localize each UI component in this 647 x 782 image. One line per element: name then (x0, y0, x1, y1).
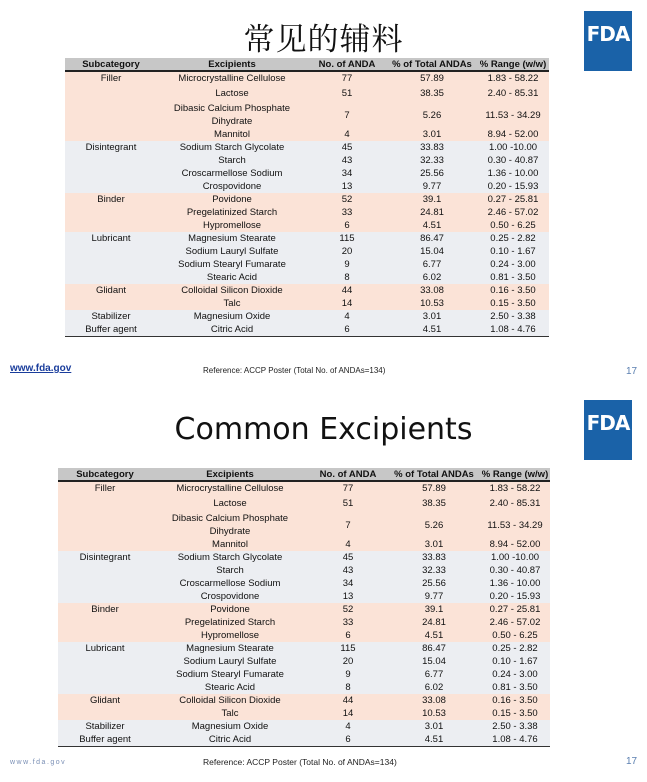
table-row (58, 577, 550, 590)
table-row (65, 206, 549, 219)
table-row (58, 538, 550, 551)
range-cell: 0.15 - 3.50 (477, 297, 549, 310)
excipient-cell: Magnesium Stearate (152, 642, 308, 655)
table-row (65, 154, 549, 167)
excipients-table (58, 468, 550, 747)
excipient-cell: Lactose (152, 495, 308, 512)
table-row (65, 71, 549, 85)
table-row (65, 85, 549, 102)
percent-total-cell: 6.02 (388, 681, 480, 694)
anda-count-cell: 77 (307, 71, 387, 85)
column-header: Excipients (157, 58, 307, 71)
percent-total-cell: 24.81 (388, 616, 480, 629)
anda-count-cell: 33 (307, 206, 387, 219)
percent-total-cell: 4.51 (388, 629, 480, 642)
anda-count-cell: 51 (308, 495, 388, 512)
excipient-cell: Mannitol (157, 128, 307, 141)
percent-total-cell: 15.04 (388, 655, 480, 668)
excipient-cell: Citric Acid (157, 323, 307, 337)
percent-total-cell: 25.56 (388, 577, 480, 590)
subcategory-cell (65, 297, 157, 310)
range-cell: 0.25 - 2.82 (477, 232, 549, 245)
anda-count-cell: 8 (307, 271, 387, 284)
subcategory-cell: Binder (58, 603, 152, 616)
table-row (65, 284, 549, 297)
percent-total-cell: 24.81 (387, 206, 477, 219)
excipient-cell: Croscarmellose Sodium (152, 577, 308, 590)
percent-total-cell: 38.35 (388, 495, 480, 512)
anda-count-cell: 44 (308, 694, 388, 707)
subcategory-cell (65, 271, 157, 284)
range-cell: 8.94 - 52.00 (480, 538, 550, 551)
excipient-cell: Sodium Stearyl Fumarate (157, 258, 307, 271)
table-row (58, 512, 550, 538)
anda-count-cell: 13 (307, 180, 387, 193)
range-cell: 0.10 - 1.67 (480, 655, 550, 668)
anda-count-cell: 4 (308, 720, 388, 733)
table-header-row (65, 58, 549, 71)
excipient-cell: Lactose (157, 85, 307, 102)
table-row (65, 271, 549, 284)
subcategory-cell (58, 512, 152, 538)
table-row (58, 616, 550, 629)
percent-total-cell: 6.02 (387, 271, 477, 284)
fda-logo: FDA (584, 400, 632, 460)
table-row (58, 564, 550, 577)
anda-count-cell: 7 (308, 512, 388, 538)
subcategory-cell (58, 538, 152, 551)
subcategory-cell: Glidant (58, 694, 152, 707)
fda-website-link[interactable]: www.fda.gov (10, 363, 72, 374)
reference-note: Reference: ACCP Poster (Total No. of ANDAs=134) (203, 757, 397, 767)
subcategory-cell (58, 629, 152, 642)
table-row (58, 603, 550, 616)
percent-total-cell: 9.77 (387, 180, 477, 193)
excipient-cell: Mannitol (152, 538, 308, 551)
percent-total-cell: 3.01 (387, 128, 477, 141)
percent-total-cell: 33.08 (388, 694, 480, 707)
subcategory-cell (58, 495, 152, 512)
percent-total-cell: 3.01 (388, 720, 480, 733)
subcategory-cell (58, 681, 152, 694)
percent-total-cell: 4.51 (387, 323, 477, 337)
anda-count-cell: 52 (308, 603, 388, 616)
subcategory-cell (58, 668, 152, 681)
subcategory-cell (65, 85, 157, 102)
excipient-cell: Magnesium Oxide (152, 720, 308, 733)
subcategory-cell: Lubricant (65, 232, 157, 245)
table-row (58, 481, 550, 495)
excipient-cell: Sodium Starch Glycolate (157, 141, 307, 154)
excipient-cell: Stearic Acid (152, 681, 308, 694)
anda-count-cell: 4 (307, 128, 387, 141)
table-row (58, 720, 550, 733)
percent-total-cell: 9.77 (388, 590, 480, 603)
anda-count-cell: 20 (307, 245, 387, 258)
slide-chinese (0, 0, 647, 388)
table-row (65, 245, 549, 258)
anda-count-cell: 51 (307, 85, 387, 102)
table-row (58, 733, 550, 747)
range-cell: 0.15 - 3.50 (480, 707, 550, 720)
percent-total-cell: 15.04 (387, 245, 477, 258)
subcategory-cell: Filler (58, 481, 152, 495)
excipient-cell: Microcrystalline Cellulose (152, 481, 308, 495)
reference-note: Reference: ACCP Poster (Total No. of ANDAs=134) (203, 366, 386, 375)
table-row (65, 180, 549, 193)
anda-count-cell: 4 (307, 310, 387, 323)
excipient-cell: Sodium Lauryl Sulfate (157, 245, 307, 258)
range-cell: 0.30 - 40.87 (477, 154, 549, 167)
subcategory-cell (65, 167, 157, 180)
percent-total-cell: 6.77 (387, 258, 477, 271)
percent-total-cell: 6.77 (388, 668, 480, 681)
anda-count-cell: 6 (308, 733, 388, 747)
subcategory-cell (65, 128, 157, 141)
range-cell: 0.24 - 3.00 (480, 668, 550, 681)
column-header: No. of ANDA (308, 468, 388, 481)
subcategory-cell (65, 154, 157, 167)
range-cell: 0.16 - 3.50 (480, 694, 550, 707)
percent-total-cell: 86.47 (387, 232, 477, 245)
subcategory-cell (65, 102, 157, 128)
subcategory-cell: Filler (65, 71, 157, 85)
table-row (58, 655, 550, 668)
anda-count-cell: 14 (308, 707, 388, 720)
excipient-cell: Talc (157, 297, 307, 310)
excipient-cell: Colloidal Silicon Dioxide (157, 284, 307, 297)
table-row (58, 642, 550, 655)
excipient-cell: Pregelatinized Starch (152, 616, 308, 629)
range-cell: 0.27 - 25.81 (480, 603, 550, 616)
range-cell: 0.20 - 15.93 (480, 590, 550, 603)
excipient-cell: Pregelatinized Starch (157, 206, 307, 219)
range-cell: 2.50 - 3.38 (480, 720, 550, 733)
subcategory-cell: Disintegrant (58, 551, 152, 564)
anda-count-cell: 43 (308, 564, 388, 577)
subcategory-cell (65, 180, 157, 193)
slide-english (0, 390, 647, 782)
percent-total-cell: 25.56 (387, 167, 477, 180)
anda-count-cell: 14 (307, 297, 387, 310)
anda-count-cell: 6 (308, 629, 388, 642)
percent-total-cell: 5.26 (388, 512, 480, 538)
anda-count-cell: 43 (307, 154, 387, 167)
percent-total-cell: 10.53 (388, 707, 480, 720)
range-cell: 2.46 - 57.02 (480, 616, 550, 629)
anda-count-cell: 45 (308, 551, 388, 564)
excipient-cell: Magnesium Stearate (157, 232, 307, 245)
range-cell: 0.81 - 3.50 (480, 681, 550, 694)
percent-total-cell: 39.1 (387, 193, 477, 206)
anda-count-cell: 52 (307, 193, 387, 206)
subcategory-cell (65, 219, 157, 232)
page-number: 17 (626, 366, 638, 377)
anda-count-cell: 34 (307, 167, 387, 180)
fda-website-link[interactable]: www.fda.gov (10, 759, 67, 766)
range-cell: 0.50 - 6.25 (480, 629, 550, 642)
anda-count-cell: 9 (307, 258, 387, 271)
table-row (58, 707, 550, 720)
subcategory-cell (58, 564, 152, 577)
table-row (58, 681, 550, 694)
range-cell: 0.20 - 15.93 (477, 180, 549, 193)
excipient-cell: Croscarmellose Sodium (157, 167, 307, 180)
fda-logo: FDA (584, 11, 632, 71)
range-cell: 11.53 - 34.29 (480, 512, 550, 538)
anda-count-cell: 34 (308, 577, 388, 590)
table-row (65, 297, 549, 310)
range-cell: 0.27 - 25.81 (477, 193, 549, 206)
range-cell: 0.24 - 3.00 (477, 258, 549, 271)
anda-count-cell: 9 (308, 668, 388, 681)
excipients-table (65, 58, 549, 337)
table-row (65, 167, 549, 180)
range-cell: 0.25 - 2.82 (480, 642, 550, 655)
table-row (65, 258, 549, 271)
table-row (65, 193, 549, 206)
subcategory-cell: Stabilizer (58, 720, 152, 733)
excipient-cell: Microcrystalline Cellulose (157, 71, 307, 85)
table-row (65, 128, 549, 141)
percent-total-cell: 4.51 (387, 219, 477, 232)
excipient-cell: Hypromellose (157, 219, 307, 232)
excipient-cell: Colloidal Silicon Dioxide (152, 694, 308, 707)
anda-count-cell: 8 (308, 681, 388, 694)
percent-total-cell: 38.35 (387, 85, 477, 102)
subcategory-cell: Disintegrant (65, 141, 157, 154)
subcategory-cell: Glidant (65, 284, 157, 297)
table-row (58, 495, 550, 512)
excipient-cell: Povidone (152, 603, 308, 616)
anda-count-cell: 45 (307, 141, 387, 154)
percent-total-cell: 10.53 (387, 297, 477, 310)
range-cell: 2.40 - 85.31 (480, 495, 550, 512)
table-row (65, 102, 549, 128)
excipient-cell: Crospovidone (152, 590, 308, 603)
table-row (65, 141, 549, 154)
range-cell: 0.16 - 3.50 (477, 284, 549, 297)
subcategory-cell (58, 616, 152, 629)
subcategory-cell (58, 655, 152, 668)
subcategory-cell (65, 206, 157, 219)
percent-total-cell: 3.01 (388, 538, 480, 551)
percent-total-cell: 3.01 (387, 310, 477, 323)
range-cell: 2.46 - 57.02 (477, 206, 549, 219)
anda-count-cell: 4 (308, 538, 388, 551)
column-header: % of Total ANDAs (387, 58, 477, 71)
column-header: % Range (w/w) (481, 468, 549, 480)
range-cell: 1.36 - 10.00 (480, 577, 550, 590)
excipient-cell: Hypromellose (152, 629, 308, 642)
excipient-cell: Starch (157, 154, 307, 167)
anda-count-cell: 20 (308, 655, 388, 668)
table-row (65, 219, 549, 232)
table-row (58, 694, 550, 707)
excipient-cell: Magnesium Oxide (157, 310, 307, 323)
range-cell: 8.94 - 52.00 (477, 128, 549, 141)
table-header-row (58, 468, 550, 481)
percent-total-cell: 32.33 (388, 564, 480, 577)
slide-title: Common Excipients (174, 412, 473, 447)
range-cell: 1.83 - 58.22 (480, 481, 550, 495)
column-header: Subcategory (65, 58, 157, 71)
anda-count-cell: 77 (308, 481, 388, 495)
percent-total-cell: 4.51 (388, 733, 480, 747)
subcategory-cell: Binder (65, 193, 157, 206)
range-cell: 0.50 - 6.25 (477, 219, 549, 232)
excipient-cell: Talc (152, 707, 308, 720)
range-cell: 0.30 - 40.87 (480, 564, 550, 577)
percent-total-cell: 57.89 (387, 71, 477, 85)
percent-total-cell: 33.83 (387, 141, 477, 154)
column-header: % Range (w/w) (477, 58, 549, 71)
percent-total-cell: 33.08 (387, 284, 477, 297)
percent-total-cell: 33.83 (388, 551, 480, 564)
slide-title: 常见的辅料 (243, 22, 404, 58)
table-row (65, 310, 549, 323)
subcategory-cell (65, 258, 157, 271)
percent-total-cell: 5.26 (387, 102, 477, 128)
excipient-cell: Povidone (157, 193, 307, 206)
table-row (58, 668, 550, 681)
column-header: No. of ANDA (307, 58, 387, 71)
excipient-cell: Dibasic Calcium Phosphate Dihydrate (152, 512, 308, 538)
anda-count-cell: 44 (307, 284, 387, 297)
anda-count-cell: 115 (307, 232, 387, 245)
subcategory-cell (65, 245, 157, 258)
excipient-cell: Dibasic Calcium Phosphate Dihydrate (157, 102, 307, 128)
excipient-cell: Starch (152, 564, 308, 577)
subcategory-cell: Buffer agent (65, 323, 157, 337)
range-cell: 2.50 - 3.38 (477, 310, 549, 323)
percent-total-cell: 32.33 (387, 154, 477, 167)
range-cell: 1.08 - 4.76 (477, 323, 549, 337)
range-cell: 1.36 - 10.00 (477, 167, 549, 180)
percent-total-cell: 39.1 (388, 603, 480, 616)
anda-count-cell: 6 (307, 219, 387, 232)
table-row (65, 232, 549, 245)
subcategory-cell: Buffer agent (58, 733, 152, 747)
subcategory-cell: Lubricant (58, 642, 152, 655)
subcategory-cell (58, 590, 152, 603)
table-row (58, 551, 550, 564)
column-header: % of Total ANDAs (388, 468, 480, 481)
range-cell: 1.00 -10.00 (477, 141, 549, 154)
anda-count-cell: 7 (307, 102, 387, 128)
range-cell: 0.81 - 3.50 (477, 271, 549, 284)
percent-total-cell: 57.89 (388, 481, 480, 495)
page-number: 17 (626, 756, 638, 767)
anda-count-cell: 115 (308, 642, 388, 655)
anda-count-cell: 6 (307, 323, 387, 337)
column-header: Excipients (152, 468, 308, 481)
percent-total-cell: 86.47 (388, 642, 480, 655)
anda-count-cell: 33 (308, 616, 388, 629)
range-cell: 1.00 -10.00 (480, 551, 550, 564)
excipient-cell: Citric Acid (152, 733, 308, 747)
excipient-cell: Stearic Acid (157, 271, 307, 284)
excipient-cell: Crospovidone (157, 180, 307, 193)
excipient-cell: Sodium Starch Glycolate (152, 551, 308, 564)
table-row (58, 590, 550, 603)
subcategory-cell (58, 707, 152, 720)
excipient-cell: Sodium Stearyl Fumarate (152, 668, 308, 681)
excipient-cell: Sodium Lauryl Sulfate (152, 655, 308, 668)
table-row (58, 629, 550, 642)
range-cell: 11.53 - 34.29 (477, 102, 549, 128)
column-header: Subcategory (58, 468, 152, 481)
anda-count-cell: 13 (308, 590, 388, 603)
range-cell: 2.40 - 85.31 (477, 85, 549, 102)
subcategory-cell: Stabilizer (65, 310, 157, 323)
range-cell: 1.83 - 58.22 (477, 71, 549, 85)
subcategory-cell (58, 577, 152, 590)
range-cell: 0.10 - 1.67 (477, 245, 549, 258)
range-cell: 1.08 - 4.76 (480, 733, 550, 747)
table-row (65, 323, 549, 337)
